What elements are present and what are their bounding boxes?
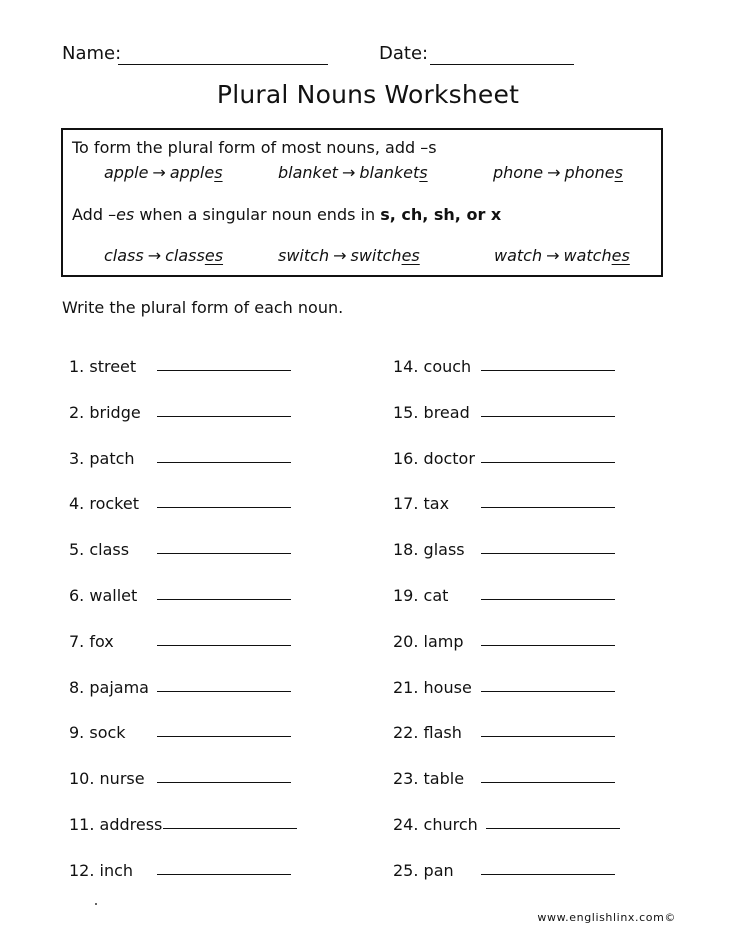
noun-item-label: 1. street [69,357,137,376]
answer-blank[interactable] [486,828,620,829]
answer-blank[interactable] [481,416,615,417]
answer-blank[interactable] [481,370,615,371]
answer-blank[interactable] [481,507,615,508]
answer-blank[interactable] [481,736,615,737]
rule-1-example-phone: phone → phones [493,163,623,182]
answer-blank[interactable] [481,599,615,600]
noun-item-label: 11. address [69,815,163,834]
stray-mark [95,903,97,905]
noun-item-label: 15. bread [393,403,470,422]
noun-item-label: 9. sock [69,723,126,742]
footer-credit: www.englishlinx.com© [537,911,676,924]
answer-blank[interactable] [481,645,615,646]
answer-blank[interactable] [157,599,291,600]
name-blank[interactable] [118,64,328,65]
answer-blank[interactable] [157,507,291,508]
rule-1-example-apple: apple → apples [104,163,223,182]
answer-blank[interactable] [481,782,615,783]
answer-blank[interactable] [157,691,291,692]
answer-blank[interactable] [481,553,615,554]
rule-2-example-switch: switch → switches [278,246,420,265]
date-blank[interactable] [430,64,574,65]
answer-blank[interactable] [157,416,291,417]
rule-2-text: Add –es when a singular noun ends in s, ch, sh, or x [72,205,502,224]
rule-1-text: To form the plural form of most nouns, add –s [72,138,437,157]
answer-blank[interactable] [157,874,291,875]
noun-item-label: 20. lamp [393,632,464,651]
rule-2-example-class: class → classes [104,246,224,265]
noun-item-label: 22. flash [393,723,462,742]
noun-item-label: 14. couch [393,357,472,376]
answer-blank[interactable] [157,782,291,783]
date-label: Date: [379,43,429,64]
noun-item-label: 24. church [393,815,478,834]
answer-blank[interactable] [157,370,291,371]
noun-item-label: 17. tax [393,494,450,513]
noun-item-label: 8. pajama [69,678,149,697]
answer-blank[interactable] [163,828,297,829]
noun-item-label: 6. wallet [69,586,138,605]
noun-item-label: 10. nurse [69,769,145,788]
answer-blank[interactable] [157,553,291,554]
name-label: Name: [62,43,122,64]
noun-item-label: 21. house [393,678,472,697]
page-title: Plural Nouns Worksheet [216,80,520,109]
noun-item-label: 7. fox [69,632,114,651]
noun-item-label: 4. rocket [69,494,139,513]
instructions: Write the plural form of each noun. [62,298,344,317]
noun-item-label: 16. doctor [393,449,475,468]
noun-item-label: 19. cat [393,586,449,605]
noun-item-label: 25. pan [393,861,454,880]
noun-item-label: 5. class [69,540,130,559]
noun-item-label: 2. bridge [69,403,141,422]
noun-item-label: 18. glass [393,540,465,559]
answer-blank[interactable] [481,874,615,875]
answer-blank[interactable] [481,691,615,692]
noun-item-label: 3. patch [69,449,135,468]
rule-2-example-watch: watch → watches [494,246,630,265]
answer-blank[interactable] [481,462,615,463]
rule-1-example-blanket: blanket → blankets [278,163,428,182]
answer-blank[interactable] [157,645,291,646]
answer-blank[interactable] [157,736,291,737]
noun-item-label: 12. inch [69,861,134,880]
noun-item-label: 23. table [393,769,465,788]
answer-blank[interactable] [157,462,291,463]
